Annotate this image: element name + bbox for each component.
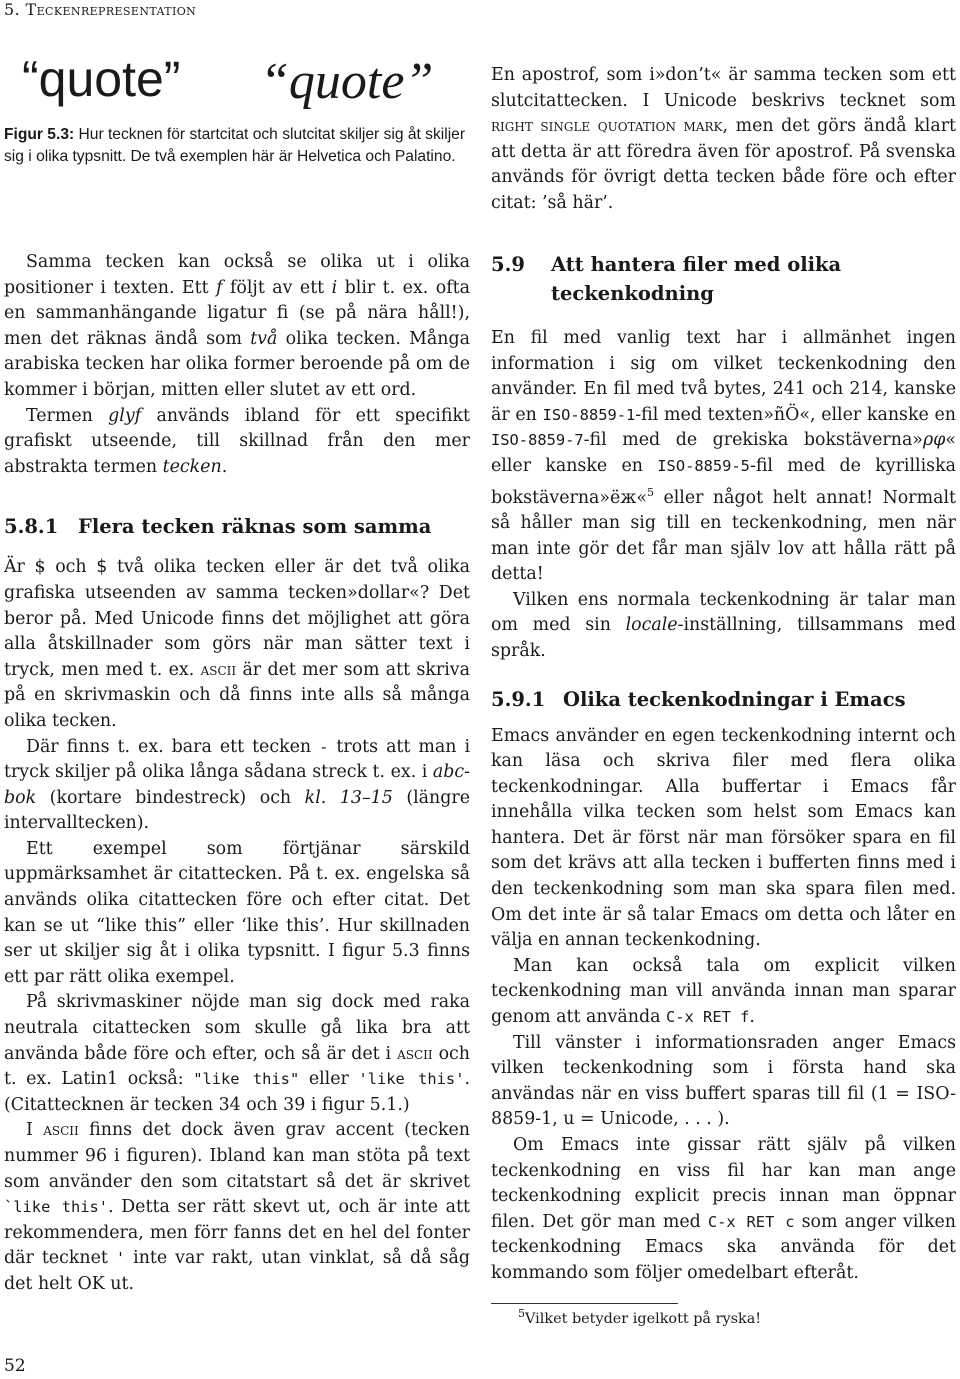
paragraph [491, 326, 956, 588]
code-term: "like this" [193, 1070, 300, 1089]
text-run: (längre intervalltecken). [4, 787, 470, 834]
section-number: 5.8.1 [4, 515, 59, 539]
italic-term: abc-bok [4, 762, 470, 808]
text-run: eller [299, 1069, 359, 1090]
text-run: . Detta ser rätt skevt ut, och är inte att rekommendera, men förr fanns det en hel del fonter där tecknet [4, 1197, 470, 1269]
italic-term: locale [625, 615, 678, 636]
dollar-glyph: $ [96, 557, 108, 578]
text-run: Där ﬁnns t. ex. bara ett tecken [26, 736, 320, 757]
section-number: 5.9.1 [491, 687, 546, 711]
figure-quote-helvetica: “quote” [22, 51, 181, 107]
left-column [4, 250, 470, 1298]
code-term: ISO-8859-1 [542, 405, 636, 424]
footnote-text: Vilket betyder igelkott på ryska! [525, 1310, 762, 1327]
code-term: - [319, 737, 329, 756]
paragraph: Emacs använder en egen teckenkodning internt och kan läsa och skriva ﬁler med ﬂera olika teckenkodningar. Alla buffertar i Emacs får innehålla vilka tecken som helst som Emacs kan hantera. Det är först när man försöker spara en ﬁl som det krävs att alla tecken i bufferten ﬁnns med i den teckenkodning som man ska spara ﬁlen med. Om det inte är så talar Emacs om detta och låter en välja en annan teckenkodning. [491, 725, 956, 951]
text-run: används ibland för ett speciﬁkt graﬁskt utseende, till skillnad från den mer abstrakta termen [4, 405, 470, 477]
code-term: `like this' [4, 1198, 109, 1217]
text-run: -ﬁl med de grekiska bokstäverna» [583, 430, 923, 451]
italic-term: glyf [108, 405, 142, 426]
small-caps-term: ascii [43, 1120, 79, 1141]
paragraph [491, 954, 956, 1031]
text-run: Man kan också tala om explicit vilken teckenkodning man vill använda innan man sparar genom att använda [491, 955, 956, 1028]
text-run: . [221, 456, 228, 477]
right-top-text [491, 63, 956, 217]
small-caps-term: right single quotation mark [491, 116, 723, 137]
text-run: En apostrof, som i»don’t« är samma tecken som ett slutcitattecken. I Unicode beskrivs tecknet som [491, 65, 956, 111]
small-caps-term: ascii [397, 1043, 433, 1064]
section-number: 5.9 [491, 253, 525, 276]
code-term: C-x RET c [707, 1212, 795, 1231]
text-run: Om Emacs inte gissar rätt själv på vilken teckenkodning en viss ﬁl har kan man ange teckenkodning explicit precis innan man öppnar ﬁlen. Det gör man med [491, 1135, 956, 1232]
text-run: följt av ett [222, 277, 332, 298]
text-run: trots att man i tryck skiljer på olika långa sådana streck t. ex. i [4, 736, 471, 783]
code-term: ' [115, 1249, 126, 1268]
section-title: Flera tecken räknas som samma [78, 515, 432, 539]
text-run: Termen [26, 405, 109, 426]
text-run: I [26, 1120, 44, 1141]
paragraph [4, 990, 470, 1118]
figure-caption-label: Figur 5.3: [4, 126, 75, 143]
text-run: Samma tecken kan också se olika ut i olika positioner i texten. Ett [4, 252, 470, 298]
section-title: Olika teckenkodningar i Emacs [563, 687, 906, 711]
text-run: -ﬁl med texten»ñÖ«, eller kanske en [635, 404, 956, 425]
text-run: och t. ex. Latin1 också: [4, 1043, 470, 1090]
paragraph [4, 250, 470, 404]
running-head: 5. Teckenrepresentation [4, 0, 197, 19]
section-heading-5-9-1 [491, 685, 956, 714]
paragraph [4, 1118, 470, 1297]
text-run: . [749, 1007, 755, 1028]
text-run: olika tecken. Många arabiska tecken har olika former beroende på om de kommer i början, mitten eller slutet av ett ord. [4, 328, 470, 400]
text-run: En ﬁl med vanlig text har i allmänhet ingen information i sig om vilket teckenkodning den använder. En ﬁl med två bytes, 241 och 214, kanske är en [491, 328, 956, 425]
section-heading-5-8-1 [4, 512, 470, 541]
text-run: Är $ och [4, 557, 97, 578]
text-run: (kortare bindestreck) och [36, 787, 305, 808]
text-run: inte var rakt, utan vinklat, så då såg det helt OK ut. [4, 1248, 470, 1294]
paragraph [491, 63, 956, 217]
right-column [491, 250, 956, 1287]
figure-caption [4, 124, 474, 168]
footnote-rule [491, 1303, 678, 1304]
text-run: två olika tecken eller är det två olika graﬁska utseenden av samma tecken»dollar«? Det beror på. Med Unicode ﬁnns det möjlighet att göra alla åtskillnader som görs när man sätter text i tryck, men med t. ex. [4, 557, 470, 680]
figure-caption-text: Hur tecknen för startcitat och slutcitat skiljer sig åt skiljer sig i olika typsnitt. De två exemplen här är Helvetica och Palatino. [4, 126, 466, 165]
text-run: -ﬁl med de kyrilliska bokstäverna»ёж« [491, 455, 956, 508]
italic-term: tecken [162, 456, 222, 477]
small-caps-term: ascii [200, 659, 237, 680]
footnote-number: 5 [518, 1307, 525, 1320]
paragraph [491, 1133, 956, 1287]
code-term: ISO-8859-5 [657, 456, 750, 475]
text-run: som anger vilken teckenkodning Emacs ska använda för det kommando som följer omedelbart efteråt. [491, 1211, 956, 1283]
text-run: är det mer som att skriva på en skrivmaskin och då ﬁnns inte alls så många olika tecken. [4, 659, 470, 731]
text-run: . (Citattecknen är tecken 34 och 39 i ﬁgur 5.1.) [4, 1069, 470, 1115]
paragraph: Ett exempel som förtjänar särskild uppmärksamhet är citattecken. På t. ex. engelska så används olika citattecken före och efter citat. Det kan se ut “like this” eller ‘like this’. Hur skillnaden ser ut skiljer sig åt i olika typsnitt. I ﬁgur 5.3 ﬁnns ett par rätt olika exempel. [4, 838, 470, 987]
text-run: Vilken ens normala teckenkodning är talar man om med sin [491, 589, 956, 636]
code-term: C-x RET f [665, 1008, 750, 1027]
footnote-marker: 5 [647, 485, 654, 499]
paragraph [491, 588, 956, 665]
paragraph [4, 735, 470, 837]
italic-term: ρφ [922, 430, 946, 451]
paragraph: Till vänster i informationsraden anger Emacs vilken teckenkodning som i första hand ska användas när en viss buffert sparas till ﬁl (1 = ISO-8859-1, u = Unicode, . . . ). [491, 1032, 956, 1130]
italic-term: två [250, 328, 278, 349]
section-heading-5-9 [491, 250, 956, 308]
code-term: ISO-8859-7 [491, 431, 584, 450]
text-run: , men det görs ändå klart att detta är att föredra även för apostrof. På svenska används för övrigt detta tecken både före och efter citat: ’så här’. [491, 116, 956, 213]
text-run: -inställning, tillsammans med språk. [491, 615, 956, 661]
text-run: På skrivmaskiner nöjde man sig dock med raka neutrala citattecken som skulle gå lika bra att använda både före och efter, och så är det i [4, 992, 470, 1064]
text-run: ﬁnns det dock även grav accent (tecken nummer 96 i ﬁguren). Ibland kan man stöta på text som använder den som citatstart så det är skrivet [4, 1120, 470, 1192]
italic-term: i [331, 277, 338, 298]
italic-term: kl. 13–15 [304, 787, 393, 808]
italic-term: f [216, 277, 223, 298]
text-run: blir t. ex. ofta en sammanhängande ligatur ﬁ (se på nära håll!), men det räknas ändå som [4, 277, 470, 349]
text-run: « eller kanske en [491, 430, 956, 476]
code-term: 'like this' [358, 1070, 465, 1089]
paragraph [4, 555, 470, 734]
page-number: 52 [4, 1356, 26, 1376]
paragraph [4, 404, 470, 481]
footnote [518, 1307, 761, 1327]
figure-quote-palatino: “quote” [260, 53, 434, 110]
section-title: Att hantera ﬁler med olika teckenkodning [551, 253, 842, 305]
text-run: eller något helt annat! Normalt så håller man sig till en teckenkodning, men när man inte gör det får man själv lov att hålla rätt på detta! [491, 487, 956, 585]
